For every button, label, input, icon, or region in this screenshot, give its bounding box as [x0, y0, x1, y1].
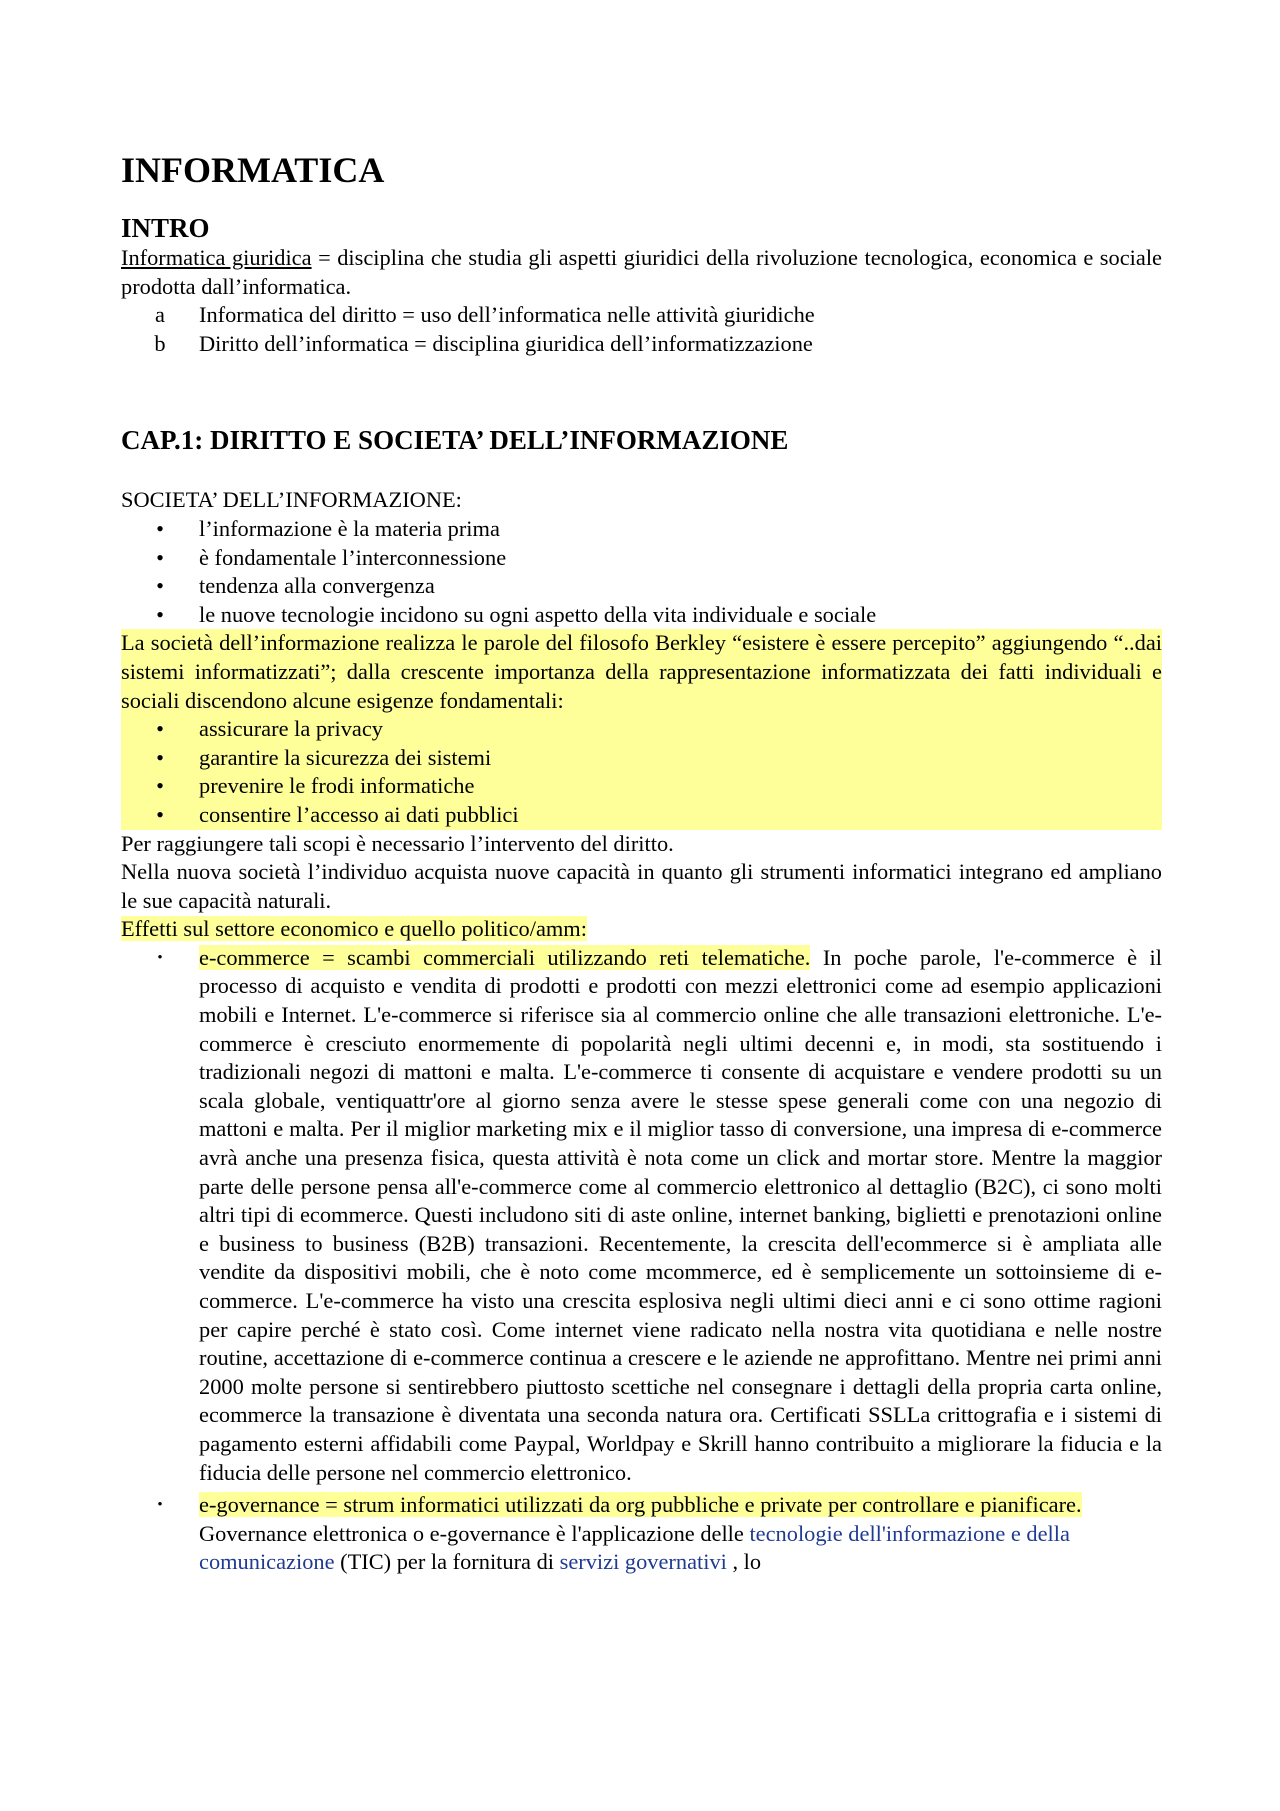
effetti-text: Effetti sul settore economico e quello politico/amm:	[121, 916, 587, 942]
list-item-text: garantire la sicurezza dei sistemi	[199, 744, 492, 770]
list-item-ecommerce	[121, 944, 1162, 1487]
egovernance-body-1: Governance elettronica o e-governance è l'applicazione delle	[199, 1520, 750, 1546]
definition-term: Informatica giuridica	[121, 245, 312, 270]
list-item	[121, 744, 1162, 773]
list-item-text: le nuove tecnologie incidono su ogni aspetto della vita individuale e sociale	[199, 601, 877, 627]
list-item	[121, 601, 1162, 630]
egovernance-body-2: (TIC) per la fornitura di	[334, 1549, 560, 1575]
intro-list	[121, 301, 1162, 358]
list-item-text: consentire l’accesso ai dati pubblici	[199, 801, 519, 827]
document-body	[121, 148, 1162, 1577]
document-title: INFORMATICA	[121, 150, 385, 190]
egovernance-highlight: e-governance = strum informatici utilizzati da org pubbliche e private per controllare e pianificare.	[199, 1492, 1082, 1518]
effetti-heading	[121, 915, 1162, 944]
egovernance-text	[199, 1491, 1162, 1577]
bullet-marker: •	[156, 601, 164, 627]
societa-list	[121, 515, 1162, 629]
egovernance-body-3: , lo	[726, 1549, 762, 1575]
list-item-text: è fondamentale l’interconnessione	[199, 544, 507, 570]
list-item	[121, 572, 1162, 601]
ecommerce-highlight: e-commerce = scambi commerciali utilizzando reti telematiche.	[199, 944, 811, 970]
bullet-marker: •	[157, 949, 163, 966]
list-item	[121, 515, 1162, 544]
ecommerce-body: In poche parole, l'e-commerce è il processo di acquisto e vendita di prodotti e prodotti con mezzi elettronici come ad esempio applicazioni mobili e Internet. L'e-commerce si riferisce sia al commercio online che alle transazioni elettroniche. L'e-commerce è cresciuto enormemente di popolarità negli ultimi decenni e, in modi, sta sostituendo i tradizionali negozi di mattoni e malta. L'e-commerce ti consente di acquistare e vendere prodotti su un scala globale, ventiquattr'ore al giorno senza avere le stesse spese generali come con una negozio di mattoni e malta. Per il miglior marketing mix e il miglior tasso di conversione, una impresa di e-commerce avrà anche una presenza fisica, questa attività è nota come un click and mortar store. Mentre la maggior parte delle persone pensa all'e-commerce come al commercio elettronico al dettaglio (B2C), ci sono molti altri tipi di ecommerce. Questi includono siti di aste online, internet banking, biglietti e prenotazioni online e business to business (B2B) transazioni. Recentemente, la crescita dell'ecommerce si è ampliata alle vendite da dispositivi mobili, che è noto come mcommerce, ed è semplicemente un sottoinsieme di e-commerce. L'e-commerce ha visto una crescita esplosiva negli ultimi dieci anni e ci sono ottime ragioni per capire perché è stato così. Come internet viene radicato nella nostra vita quotidiana e nelle nostre routine, accettazione di e-commerce continua a crescere e le aziende ne approfittano. Mentre nei primi anni 2000 molte persone si sentirebbero piuttosto scettiche nel consegnare i dettagli della propria carta online, ecommerce la transazione è diventata una seconda natura ora. Certificati SSLLa crittografia e i sistemi di pagamento esterni affidabili come Paypal, Worldpay e Skrill hanno contribuito a migliorare la fiducia e la fiducia delle persone nel commercio elettronico.	[199, 944, 1162, 1485]
bullet-marker: •	[156, 716, 164, 742]
list-item-text: tendenza alla convergenza	[199, 573, 435, 599]
list-item-text: l’informazione è la materia prima	[199, 515, 500, 541]
diritto-paragraph: Per raggiungere tali scopi è necessario l’intervento del diritto.	[121, 830, 674, 856]
list-item	[121, 715, 1162, 744]
bullet-marker: •	[156, 573, 164, 599]
tic-link[interactable]: tecnologie dell'informazione e della comunicazione	[199, 1520, 1070, 1575]
bullet-marker: •	[156, 773, 164, 799]
definition-text: = disciplina che studia gli aspetti giuridici della rivoluzione tecnologica, economica e sociale prodotta dall’informatica.	[121, 245, 1162, 299]
list-item-text: assicurare la privacy	[199, 716, 384, 742]
highlighted-block	[121, 629, 1162, 829]
chapter-heading: CAP.1: DIRITTO E SOCIETA’ DELL’INFORMAZIONE	[121, 425, 789, 456]
list-item	[121, 544, 1162, 573]
list-item	[121, 801, 1162, 830]
intro-heading: INTRO	[121, 213, 210, 243]
list-item-text: Diritto dell’informatica = disciplina giuridica dell’informatizzazione	[199, 330, 813, 356]
individuo-paragraph: Nella nuova società l’individuo acquista nuove capacità in quanto gli strumenti informatici integrano ed ampliano le sue capacità naturali.	[121, 859, 1162, 913]
list-item	[121, 772, 1162, 801]
berkley-paragraph: La società dell’informazione realizza le parole del filosofo Berkley “esistere è essere percepito” aggiungendo “..dai sistemi informatizzati”; dalla crescente importanza della rappresentazione informatizzata dei fatti individuali e sociali discendono alcune esigenze fondamentali:	[121, 630, 1162, 713]
list-item	[121, 301, 1162, 330]
needs-list	[121, 715, 1162, 829]
list-item-egovernance	[121, 1491, 1162, 1577]
bullet-marker: •	[156, 544, 164, 570]
intro-definition	[121, 244, 1162, 301]
section-label: SOCIETA’ DELL’INFORMAZIONE:	[121, 487, 462, 513]
bullet-marker: •	[157, 1497, 163, 1514]
bullet-marker: •	[156, 801, 164, 827]
bullet-marker: •	[156, 515, 164, 541]
ecommerce-text	[199, 944, 1162, 1487]
list-item-text: Informatica del diritto = uso dell’informatica nelle attività giuridiche	[199, 302, 815, 328]
list-item	[121, 330, 1162, 359]
bullet-marker: •	[156, 744, 164, 770]
effetti-list	[121, 944, 1162, 1577]
list-item-text: prevenire le frodi informatiche	[199, 773, 475, 799]
list-marker: b	[154, 330, 166, 356]
list-marker: a	[155, 302, 165, 328]
servizi-governativi-link[interactable]: servizi governativi	[559, 1549, 727, 1575]
